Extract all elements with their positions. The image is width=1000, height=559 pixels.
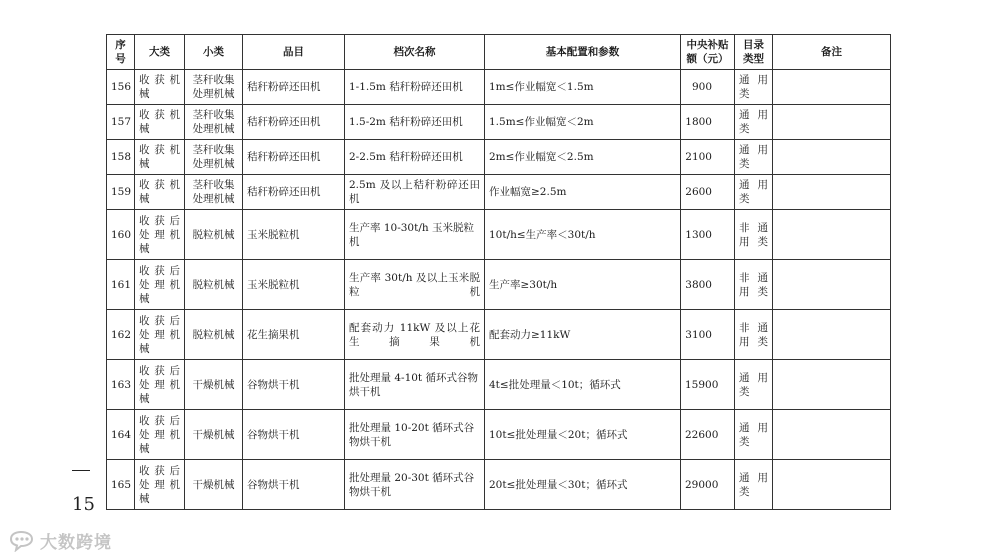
table-row: [107, 460, 891, 510]
cell-category: 收获后处理机械: [135, 410, 185, 460]
cell-config: 作业幅宽≥2.5m: [485, 175, 681, 210]
cell-item: 谷物烘干机: [243, 460, 345, 510]
cell-subsidy: 900: [681, 70, 735, 105]
cell-type: 非通用类: [735, 310, 773, 360]
cell-no: 161: [107, 260, 135, 310]
cell-grade: 2-2.5m 秸秆粉碎还田机: [345, 140, 485, 175]
cell-subsidy: 2100: [681, 140, 735, 175]
cell-type: 非通用类: [735, 260, 773, 310]
cell-item: 玉米脱粒机: [243, 210, 345, 260]
cell-grade: 批处理量 10-20t 循环式谷物烘干机: [345, 410, 485, 460]
table-row: [107, 175, 891, 210]
subsidy-table: [106, 34, 891, 510]
cell-subcategory: 茎秆收集处理机械: [185, 70, 243, 105]
cell-grade: 生产率 10-30t/h 玉米脱粒机: [345, 210, 485, 260]
cell-category: 收获后处理机械: [135, 260, 185, 310]
header-grade: 档次名称: [345, 35, 485, 70]
cell-config: 1m≤作业幅宽＜1.5m: [485, 70, 681, 105]
cell-note: [773, 140, 891, 175]
speech-bubble-logo-icon: [8, 530, 36, 552]
cell-category: 收获机械: [135, 175, 185, 210]
table-row: [107, 410, 891, 460]
header-config: 基本配置和参数: [485, 35, 681, 70]
cell-note: [773, 175, 891, 210]
cell-config: 2m≤作业幅宽＜2.5m: [485, 140, 681, 175]
cell-grade: 配套动力 11kW 及以上花生摘果机: [345, 310, 485, 360]
cell-note: [773, 360, 891, 410]
cell-note: [773, 460, 891, 510]
cell-no: 163: [107, 360, 135, 410]
watermark: [8, 528, 112, 553]
cell-subsidy: 2600: [681, 175, 735, 210]
cell-grade: 生产率 30t/h 及以上玉米脱粒机: [345, 260, 485, 310]
cell-grade: 1.5-2m 秸秆粉碎还田机: [345, 105, 485, 140]
cell-subsidy: 3800: [681, 260, 735, 310]
cell-subcategory: 茎秆收集处理机械: [185, 175, 243, 210]
cell-subcategory: 茎秆收集处理机械: [185, 140, 243, 175]
cell-no: 156: [107, 70, 135, 105]
table-row: [107, 70, 891, 105]
cell-no: 158: [107, 140, 135, 175]
cell-no: 159: [107, 175, 135, 210]
cell-subcategory: 茎秆收集处理机械: [185, 105, 243, 140]
cell-item: 秸秆粉碎还田机: [243, 70, 345, 105]
cell-item: 谷物烘干机: [243, 360, 345, 410]
cell-subsidy: 1300: [681, 210, 735, 260]
header-category: 大类: [135, 35, 185, 70]
cell-category: 收获机械: [135, 105, 185, 140]
header-type: 目录类型: [735, 35, 773, 70]
cell-item: 谷物烘干机: [243, 410, 345, 460]
cell-type: 非通用类: [735, 210, 773, 260]
cell-grade: 批处理量 4-10t 循环式谷物烘干机: [345, 360, 485, 410]
table-row: [107, 210, 891, 260]
cell-item: 秸秆粉碎还田机: [243, 105, 345, 140]
table-row: [107, 260, 891, 310]
cell-subsidy: 22600: [681, 410, 735, 460]
cell-note: [773, 105, 891, 140]
cell-item: 玉米脱粒机: [243, 260, 345, 310]
cell-subcategory: 脱粒机械: [185, 210, 243, 260]
cell-no: 157: [107, 105, 135, 140]
cell-subsidy: 15900: [681, 360, 735, 410]
cell-type: 通用类: [735, 460, 773, 510]
cell-config: 10t≤批处理量＜20t；循环式: [485, 410, 681, 460]
cell-category: 收获后处理机械: [135, 310, 185, 360]
cell-item: 秸秆粉碎还田机: [243, 175, 345, 210]
cell-item: 花生摘果机: [243, 310, 345, 360]
cell-category: 收获后处理机械: [135, 460, 185, 510]
cell-no: 162: [107, 310, 135, 360]
cell-item: 秸秆粉碎还田机: [243, 140, 345, 175]
header-item: 品目: [243, 35, 345, 70]
cell-subcategory: 干燥机械: [185, 410, 243, 460]
cell-config: 配套动力≥11kW: [485, 310, 681, 360]
cell-subcategory: 脱粒机械: [185, 260, 243, 310]
cell-config: 20t≤批处理量＜30t；循环式: [485, 460, 681, 510]
cell-note: [773, 310, 891, 360]
cell-grade: 批处理量 20-30t 循环式谷物烘干机: [345, 460, 485, 510]
cell-subcategory: 干燥机械: [185, 460, 243, 510]
cell-type: 通用类: [735, 70, 773, 105]
cell-config: 10t/h≤生产率＜30t/h: [485, 210, 681, 260]
header-subcategory: 小类: [185, 35, 243, 70]
cell-category: 收获后处理机械: [135, 360, 185, 410]
cell-subcategory: 脱粒机械: [185, 310, 243, 360]
header-note: 备注: [773, 35, 891, 70]
cell-subcategory: 干燥机械: [185, 360, 243, 410]
cell-no: 164: [107, 410, 135, 460]
header-subsidy: 中央补贴额（元）: [681, 35, 735, 70]
cell-subsidy: 1800: [681, 105, 735, 140]
cell-subsidy: 3100: [681, 310, 735, 360]
cell-no: 160: [107, 210, 135, 260]
cell-grade: 2.5m 及以上秸秆粉碎还田机: [345, 175, 485, 210]
cell-note: [773, 210, 891, 260]
header-no: 序号: [107, 35, 135, 70]
page-number-dash: [72, 470, 90, 471]
table-row: [107, 105, 891, 140]
cell-note: [773, 410, 891, 460]
cell-no: 165: [107, 460, 135, 510]
table-row: [107, 310, 891, 360]
cell-type: 通用类: [735, 360, 773, 410]
cell-note: [773, 70, 891, 105]
table-row: [107, 360, 891, 410]
table-header-row: [107, 35, 891, 70]
cell-type: 通用类: [735, 175, 773, 210]
cell-config: 4t≤批处理量＜10t；循环式: [485, 360, 681, 410]
cell-type: 通用类: [735, 140, 773, 175]
cell-category: 收获机械: [135, 140, 185, 175]
page-number: 15: [72, 494, 95, 515]
watermark-text: 大数跨境: [40, 533, 112, 553]
cell-subsidy: 29000: [681, 460, 735, 510]
table-row: [107, 140, 891, 175]
cell-type: 通用类: [735, 410, 773, 460]
cell-config: 1.5m≤作业幅宽＜2m: [485, 105, 681, 140]
cell-grade: 1-1.5m 秸秆粉碎还田机: [345, 70, 485, 105]
cell-type: 通用类: [735, 105, 773, 140]
cell-category: 收获机械: [135, 70, 185, 105]
cell-category: 收获后处理机械: [135, 210, 185, 260]
cell-note: [773, 260, 891, 310]
cell-config: 生产率≥30t/h: [485, 260, 681, 310]
